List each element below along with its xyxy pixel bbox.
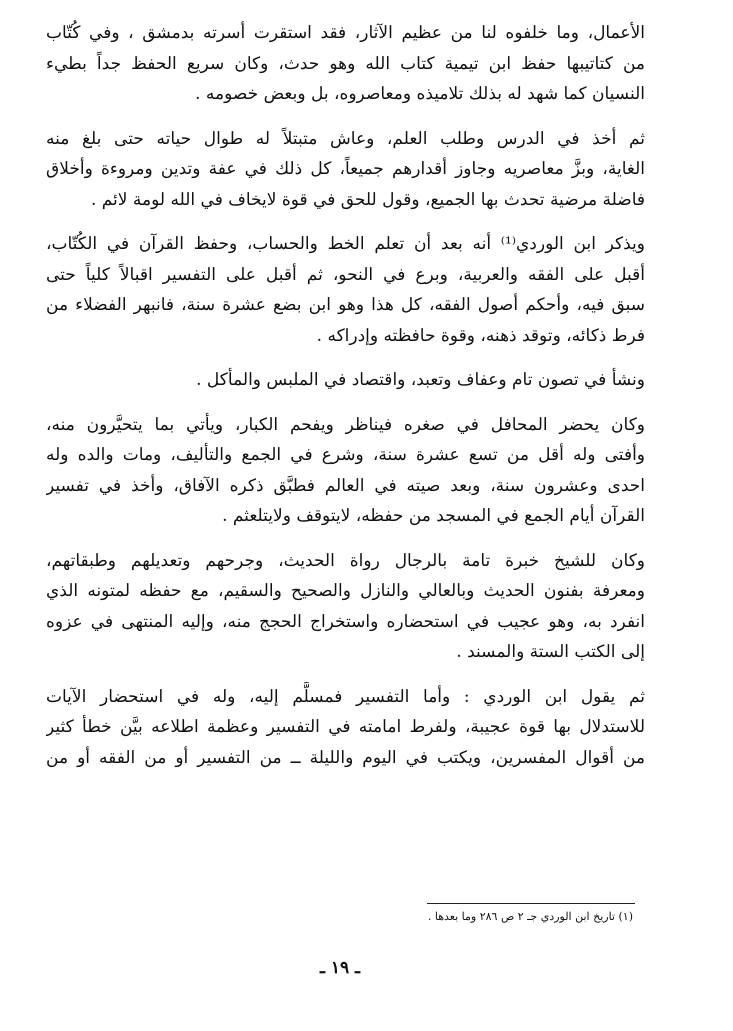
text-line: من كتاتيبها حفظ ابن تيمية كتاب الله وهو حدث، وكان سريع الحفظ جداً بطيء <box>46 53 645 74</box>
text-line: للاستدلال بها قوة عجيبة، ولفرط امامته في التفسير وعظمة اطلاعه بيَّن خطأ كثير <box>46 717 645 737</box>
page-number: ـ ١٩ ـ <box>319 958 361 978</box>
footnote: (١) تاريخ ابن الوردي جـ ٢ ص ٢٨٦ وما بعدها . <box>427 910 633 923</box>
footnote-divider <box>427 903 635 904</box>
text-line: وأفتى وله أقل من تسع عشرة سنة، وشرع في الجمع والتأليف، ومات والده وله <box>46 445 645 465</box>
paragraph <box>46 682 645 774</box>
text-line: انفرد به، وهو عجيب في استحضاره واستخراج الحجج منه، وإليه المنتهى في عزوه <box>46 611 645 632</box>
page-body <box>46 18 645 787</box>
text-line: ثم يقول ابن الوردي : وأما التفسير فمسلَّم إليه، وله في استحضار الآيات <box>46 686 645 707</box>
text-line: الأعمال، وما خلفوه لنا من عظيم الآثار، فقد استقرت أسرته بدمشق ، وفي كُتّاب <box>46 23 645 43</box>
paragraph <box>46 229 645 351</box>
text-line: ومعرفة بفنون الحديث وبالعالي والنازل والصحيح والسقيم، مع حفظه لمتونه الذي <box>46 581 645 601</box>
text-line: سبق فيه، وأحكم أصول الفقه، كل هذا وهو ابن بضع عشرة سنة، فانبهر الفضلاء من <box>46 295 645 315</box>
paragraph <box>46 410 645 532</box>
text-line: ويذكر ابن الوردي⁽¹⁾ أنه بعد أن تعلم الخط والحساب، وحفظ القرآن في الكُتّاب، <box>46 234 645 254</box>
text-line: وكان للشيخ خبرة تامة بالرجال رواة الحديث، وجرحهم وتعديلهم وطبقاتهم، <box>46 550 645 571</box>
text-line: فاضلة مرضية تحدث بها الجميع، وقول للحق في قوة لايخاف في الله لومة لائم . <box>90 189 645 210</box>
text-line: القرآن أيام الجمع في المسجد من حفظه، لايتوقف ولايتلعثم . <box>222 506 645 526</box>
text-line: احدى وعشرون سنة، وبعد صيته في العالم فطبَّق ذكره الآفاق، وأخذ في تفسير <box>46 475 645 496</box>
text-line: ثم أخذ في الدرس وطلب العلم، وعاش متبتلاً له طوال حياته حتى بلغ منه <box>46 128 645 149</box>
text-line: أقبل على الفقه والعربية، وبرع في النحو، ثم أقبل على التفسير اقبالاً كلياً حتى <box>46 264 645 285</box>
text-line: إلى الكتب الستة والمسند . <box>456 642 645 662</box>
text-line: النسيان كما شهد له بذلك تلاميذه ومعاصروه، بل وبعض خصومه . <box>195 84 645 104</box>
text-line: فرط ذكائه، وتوقد ذهنه، وقوة حافظته وإدراكه . <box>316 325 645 346</box>
text-line: من أقوال المفسرين، ويكتب في اليوم والليلة ــ من التفسير أو من الفقه أو من <box>46 747 645 768</box>
paragraph <box>46 18 645 110</box>
text-line: وكان يحضر المحافل في صغره فيناظر ويفحم الكبار، ويأتي بما يتحيَّرون منه، <box>46 414 645 435</box>
paragraph <box>46 546 645 668</box>
paragraph <box>46 365 645 396</box>
paragraph <box>46 124 645 216</box>
text-line: الغاية، وبزَّ معاصريه وجاوز أقدارهم جميعاً، كل ذلك في عفة وتدين ومروءة وأخلاق <box>46 159 645 179</box>
text-line: ونشأ في تصون تام وعفاف وتعبد، واقتصاد في الملبس والمأكل . <box>196 370 645 390</box>
